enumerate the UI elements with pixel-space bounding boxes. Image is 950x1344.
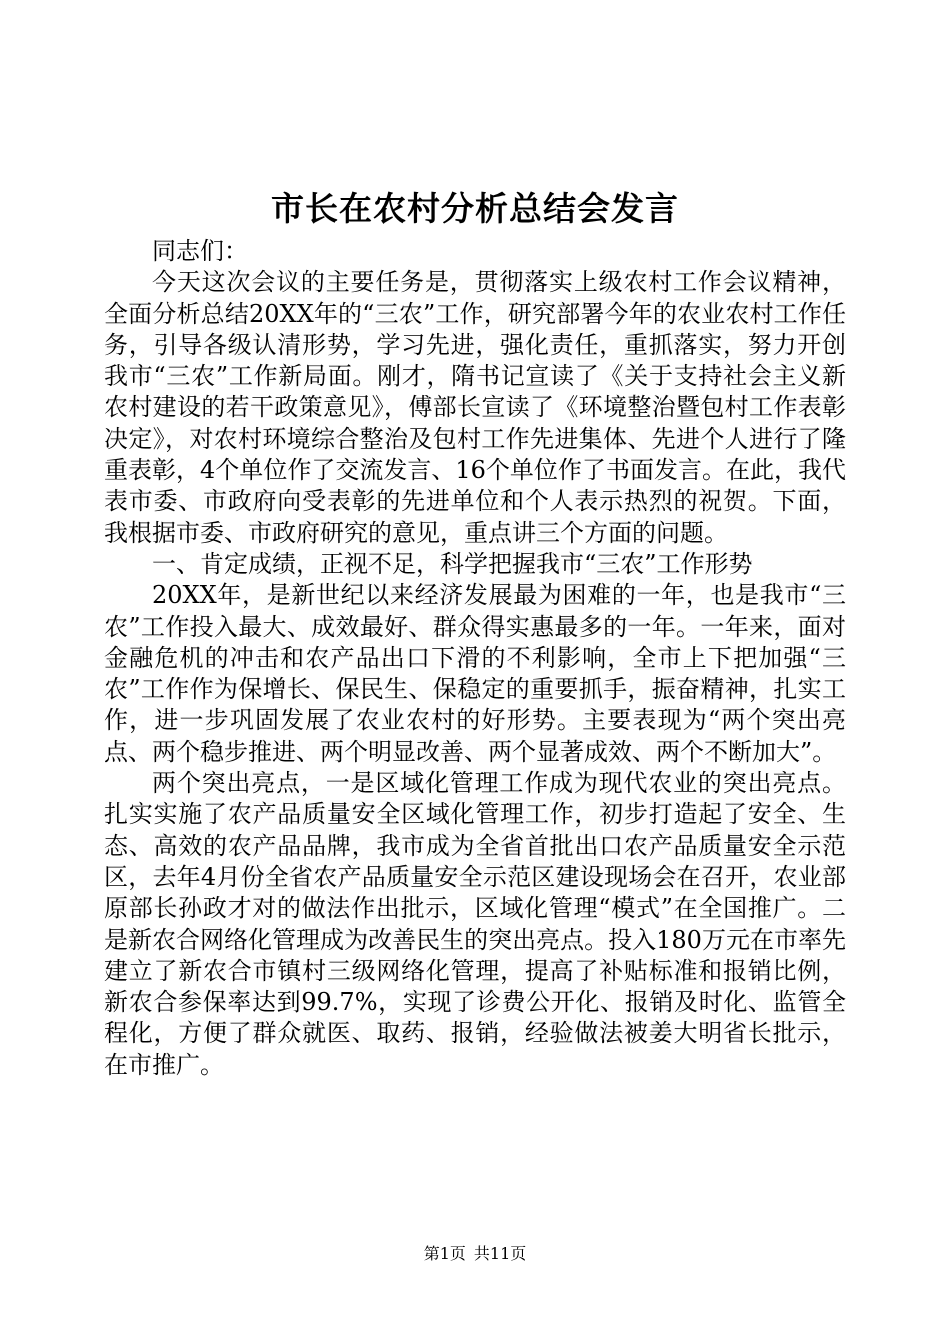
page-number: 第1页 xyxy=(423,1244,466,1263)
document-title: 市长在农村分析总结会发言 xyxy=(271,189,679,228)
salutation: 同志们： xyxy=(152,237,248,265)
paragraph: 今天这次会议的主要任务是，贯彻落实上级农村工作会议精神，全面分析总结20XX年的“三农”工作，研究部署今年的农业农村工作任务，引导各级认清形势，学习先进，强化责任，重抓落实，努力开创我市“三农”工作新局面。刚才，隋书记宣读了《关于支持社会主义新农村建设的若干政策意见》，傅部长宣读了《环境整治暨包村工作表彰决定》，对农村环境综合整治及包村工作先进集体、先进个人进行了隆重表彰，4个单位作了交流发言、16个单位作了书面发言。在此，我代表市委、市政府向受表彰的先进单位和个人表示热烈的祝贺。下面，我根据市委、市政府研究的意见，重点讲三个方面的问题。 xyxy=(104,268,846,547)
document-body xyxy=(104,236,846,1081)
page-footer xyxy=(0,1243,950,1265)
paragraph: 两个突出亮点，一是区域化管理工作成为现代农业的突出亮点。扎实实施了农产品质量安全区域化管理工作，初步打造起了安全、生态、高效的农产品品牌，我市成为全省首批出口农产品质量安全示范区，去年4月份全省农产品质量安全示范区建设现场会在召开，农业部原部长孙政才对的做法作出批示，区域化管理“模式”在全国推广。二是新农合网络化管理成为改善民生的突出亮点。投入180万元在市率先建立了新农合市镇村三级网络化管理，提高了补贴标准和报销比例，新农合参保率达到99.7%，实现了诊费公开化、报销及时化、监管全程化，方便了群众就医、取药、报销，经验做法被姜大明省长批示，在市推广。 xyxy=(104,769,846,1079)
page-total: 共11页 xyxy=(473,1244,527,1263)
paragraph: 20XX年，是新世纪以来经济发展最为困难的一年，也是我市“三农”工作投入最大、成效最好、群众得实惠最多的一年。一年来，面对金融危机的冲击和农产品出口下滑的不利影响，全市上下把加强“三农”工作作为保增长、保民生、保稳定的重要抓手，振奋精神，扎实工作，进一步巩固发展了农业农村的好形势。主要表现为“两个突出亮点、两个稳步推进、两个明显改善、两个显著成效、两个不断加大”。 xyxy=(104,581,846,766)
section-heading: 一、肯定成绩，正视不足，科学把握我市“三农”工作形势 xyxy=(152,549,753,578)
